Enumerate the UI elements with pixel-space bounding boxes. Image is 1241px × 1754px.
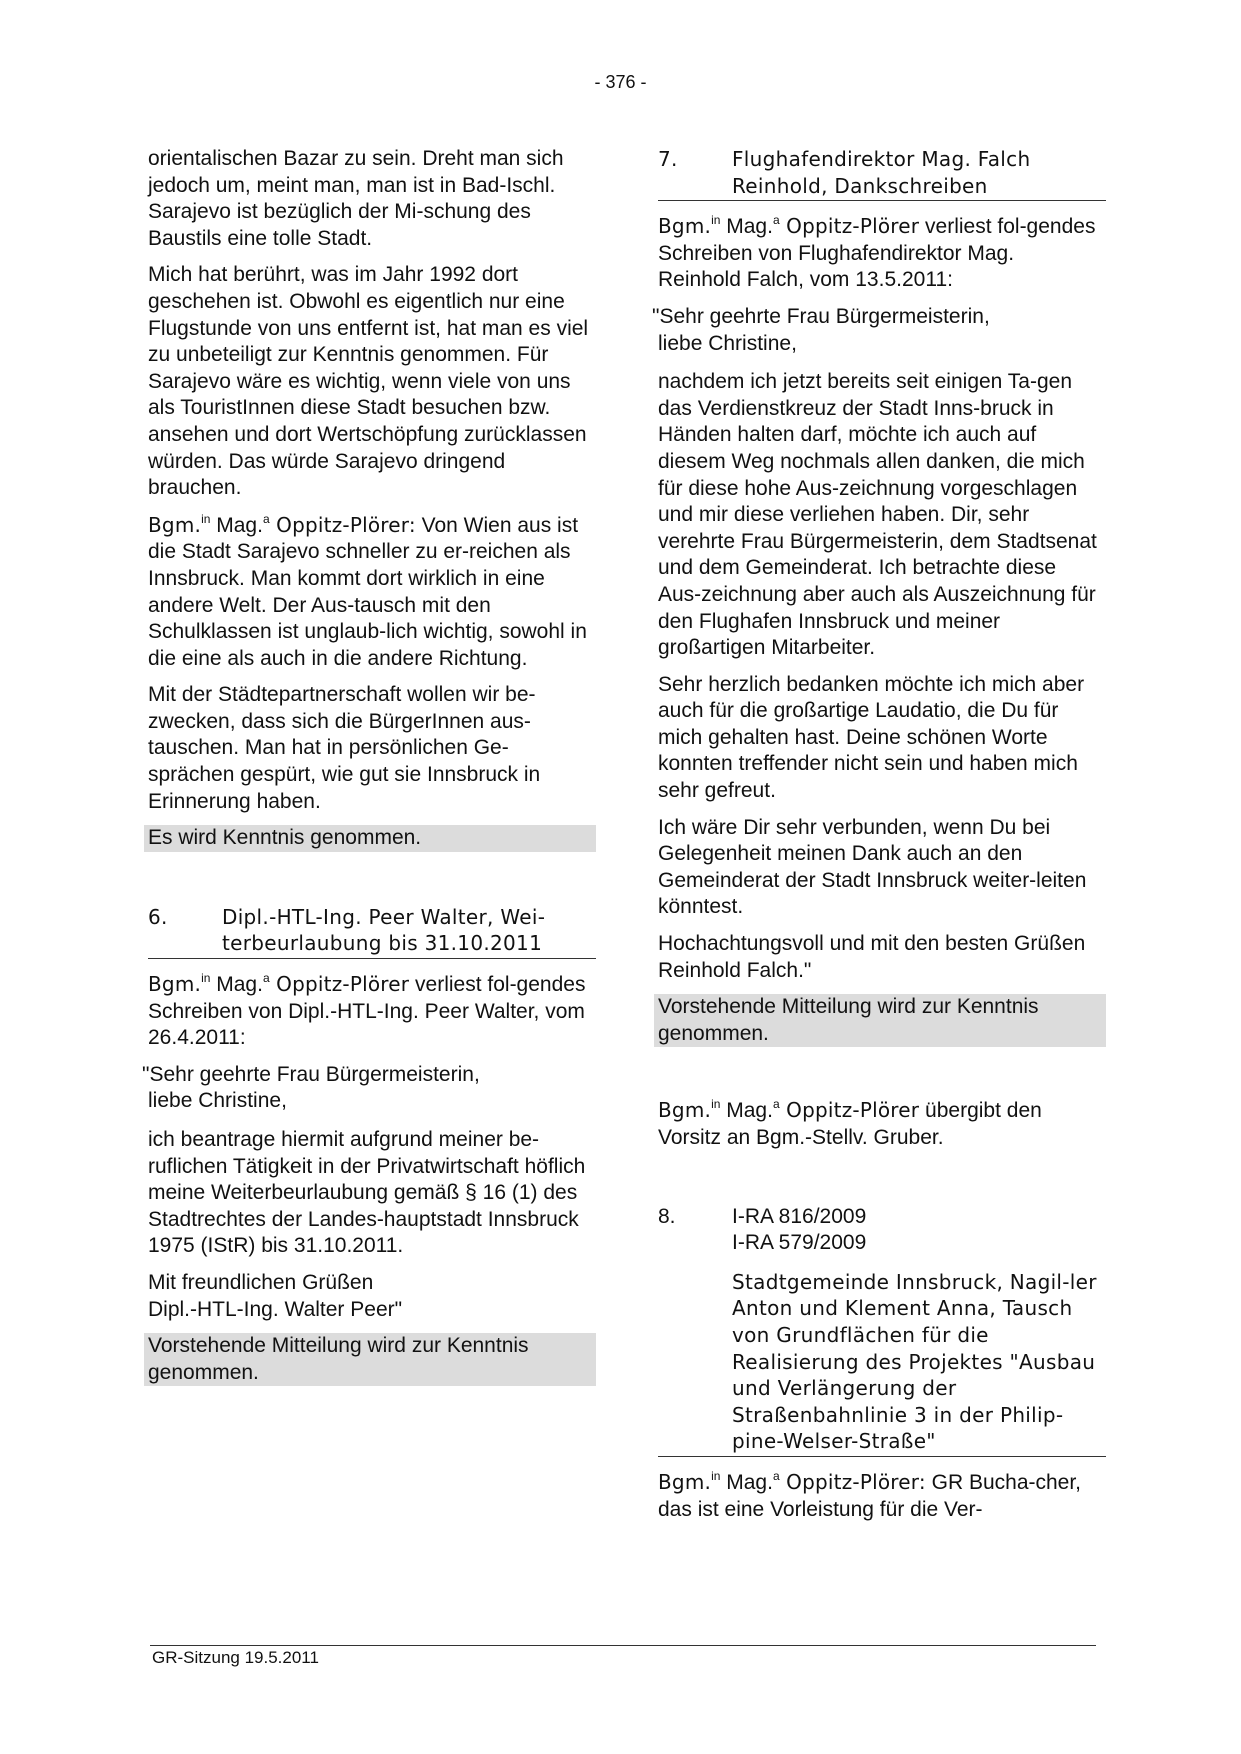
superscript: a xyxy=(772,1468,780,1483)
speech-text: verliest fol-gendes Schreiben von Dipl.-HTL-Ing. Peer Walter, vom 26.4.2011: xyxy=(148,973,586,1050)
footer-divider xyxy=(150,1645,1096,1646)
agenda-item-6 xyxy=(148,904,596,959)
item-number: 6. xyxy=(148,904,168,929)
salutation-line: "Sehr geehrte Frau Bürgermeisterin, xyxy=(652,304,990,328)
superscript: in xyxy=(711,1468,721,1483)
superscript: a xyxy=(772,1097,780,1112)
item-title: Stadtgemeinde Innsbruck, Nagil-ler Anton und Klement Anna, Tausch von Grundflächen für die Realisierung des Projektes "Ausbau und Verlängerung der Straßenbahnlinie 3 in der Philip-pine-Welser-Straße" xyxy=(732,1269,1097,1454)
item-number: 7. xyxy=(658,147,678,171)
superscript: a xyxy=(262,511,270,526)
reference-number: I-RA 816/2009 xyxy=(732,1204,867,1228)
paragraph: orientalischen Bazar zu sein. Dreht man sich jedoch um, meint man, man ist in Bad-Ischl. Sarajevo ist bezüglich der Mi-schung des Baustils eine tolle Stadt. xyxy=(148,147,564,250)
footer-text: GR-Sitzung 19.5.2011 xyxy=(152,1648,319,1667)
speaker-title: Bgm. xyxy=(148,972,202,997)
letter-body: nachdem ich jetzt bereits seit einigen Ta-gen das Verdienstkreuz der Stadt Inns-bruck in Händen halten darf, möchte ich auch auf diesem Weg nochmals allen danken, die mich für diese hohe Aus-zeichnung vorgeschlagen und mir diese verliehen haben. Dir, sehr verehrte Frau Bürgermeisterin, dem Stadtsenat und dem Gemeinderat. Ich betrachte diese Aus-zeichnung aber auch als Auszeichnung für den Flughafen Innsbruck und meiner großartigen Mitarbeiter. xyxy=(658,370,1097,660)
agenda-item-7 xyxy=(658,146,1106,201)
speaker-name: Oppitz-Plörer: xyxy=(269,512,416,537)
speaker-paragraph xyxy=(658,1097,1100,1151)
speaker-paragraph xyxy=(658,213,1100,294)
closing-line: Hochachtungsvoll und mit den besten Grüßen xyxy=(658,932,1086,956)
superscript: in xyxy=(201,971,211,986)
letter-closing xyxy=(658,931,1100,984)
speaker-paragraph xyxy=(148,971,590,1052)
closing-signature: Reinhold Falch." xyxy=(658,958,812,982)
speaker-paragraph xyxy=(658,1469,1100,1523)
item-references xyxy=(658,1204,1106,1257)
speech-text: Von Wien aus ist die Stadt Sarajevo schneller zu er-reichen als Innsbruck. Man kommt dort wirklich in eine andere Welt. Der Aus-tausch mit den Schulklassen ist unglaub-lich wichtig, sowohl in die eine als auch in die andere Richtung. xyxy=(148,513,587,670)
superscript: a xyxy=(262,971,270,986)
salutation-line: liebe Christine, xyxy=(148,1089,287,1113)
item-title: Dipl.-HTL-Ing. Peer Walter, Wei-terbeurlaubung bis 31.10.2011 xyxy=(222,904,546,956)
speaker-name: Oppitz-Plörer xyxy=(269,972,410,997)
resolution-note: Vorstehende Mitteilung wird zur Kenntnis genommen. xyxy=(654,994,1106,1047)
letter-body: ich beantrage hiermit aufgrund meiner be-ruflichen Tätigkeit in der Privatwirtschaft höflich meine Weiterbeurlaubung gemäß § 16 (1) des Stadtrechtes der Landes-hauptstadt Innsbruck 1975 (IStR) bis 31.10.2011. xyxy=(148,1128,586,1258)
resolution-note: Es wird Kenntnis genommen. xyxy=(144,825,596,852)
closing-signature: Dipl.-HTL-Ing. Walter Peer" xyxy=(148,1297,403,1321)
speaker-name: Oppitz-Plörer xyxy=(779,1098,920,1123)
superscript: in xyxy=(201,511,211,526)
letter-salutation xyxy=(652,304,1100,357)
speaker-title: Bgm. xyxy=(658,1469,712,1494)
speaker-mag: Mag. xyxy=(720,1470,773,1494)
left-column xyxy=(142,146,590,1398)
superscript: in xyxy=(711,1097,721,1112)
item-title-block xyxy=(732,1269,1106,1455)
letter-closing xyxy=(148,1270,590,1323)
speaker-name: Oppitz-Plörer: xyxy=(779,1469,926,1494)
speech-text: verliest fol-gendes Schreiben von Flughafendirektor Mag. Reinhold Falch, vom 13.5.2011: xyxy=(658,215,1096,292)
speaker-title: Bgm. xyxy=(658,214,712,239)
speaker-mag: Mag. xyxy=(210,973,263,997)
paragraph: Mich hat berührt, was im Jahr 1992 dort geschehen ist. Obwohl es eigentlich nur eine Flugstunde von uns entfernt ist, hat man es viel zu unbeteiligt zur Kenntnis genommen. Für Sarajevo wäre es wichtig, wenn viele von uns als TouristInnen diese Stadt besuchen bzw. ansehen und dort Wertschöpfung zurücklassen würden. Das würde Sarajevo dringend brauchen. xyxy=(148,263,589,500)
agenda-item-8 xyxy=(658,1204,1106,1457)
reference-list xyxy=(732,1204,1106,1257)
resolution-note: Vorstehende Mitteilung wird zur Kenntnis genommen. xyxy=(144,1333,596,1386)
speaker-title: Bgm. xyxy=(148,512,202,537)
page-number: - 376 - xyxy=(594,72,647,92)
letter-salutation xyxy=(142,1062,590,1115)
item-number: 8. xyxy=(658,1204,676,1228)
salutation-line: "Sehr geehrte Frau Bürgermeisterin, xyxy=(142,1062,480,1086)
letter-body: Sehr herzlich bedanken möchte ich mich aber auch für die großartige Laudatio, die Du für mich gehalten hast. Deine schönen Worte konnten treffender nicht sein und haben mich sehr gefreut. xyxy=(658,672,1085,803)
superscript: in xyxy=(711,213,721,228)
letter-body: Ich wäre Dir sehr verbunden, wenn Du bei Gelegenheit meinen Dank auch an den Gemeinderat der Stadt Innsbruck weiter-leiten könntest. xyxy=(658,815,1087,919)
speaker-mag: Mag. xyxy=(210,513,263,537)
speaker-title: Bgm. xyxy=(658,1098,712,1123)
speaker-name: Oppitz-Plörer xyxy=(779,214,920,239)
superscript: a xyxy=(772,213,780,228)
reference-number: I-RA 579/2009 xyxy=(732,1231,867,1255)
speaker-mag: Mag. xyxy=(720,1099,773,1123)
right-column xyxy=(652,146,1100,1535)
speaker-mag: Mag. xyxy=(720,215,773,239)
paragraph: Mit der Städtepartnerschaft wollen wir be-zwecken, dass sich die BürgerInnen aus-tauschen. Man hat in persönlichen Ge-sprächen gespürt, wie gut sie Innsbruck in Erinnerung haben. xyxy=(148,683,541,813)
speaker-paragraph xyxy=(148,512,590,673)
salutation-line: liebe Christine, xyxy=(658,331,797,355)
speech-text: übergibt den Vorsitz an Bgm.-Stellv. Gruber. xyxy=(658,1099,1042,1149)
speech-text: GR Bucha-cher, das ist eine Vorleistung für die Ver- xyxy=(658,1470,1082,1521)
item-title: Flughafendirektor Mag. Falch Reinhold, Dankschreiben xyxy=(732,147,1031,198)
closing-line: Mit freundlichen Grüßen xyxy=(148,1270,374,1294)
